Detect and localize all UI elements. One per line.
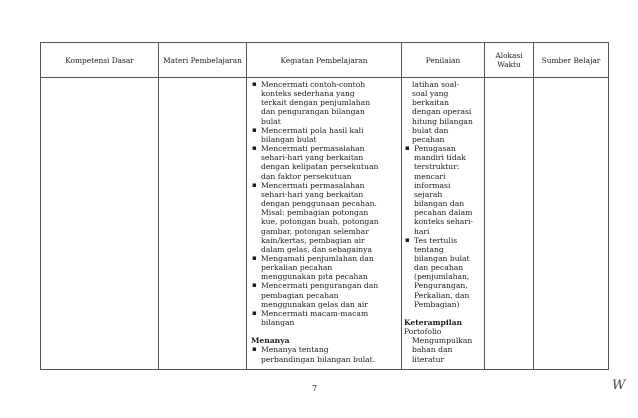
penilaian-line: bulat dan (412, 125, 449, 135)
bullet-line: mandiri tidak (414, 153, 466, 163)
bullet-line: ▪ Mencermati permasalahan (261, 180, 365, 190)
bullet-line: ▪ Mencermati pola hasil kali (261, 125, 364, 135)
penilaian-intro (404, 80, 484, 144)
bullet-line: dalam gelas, dan sebagainya (261, 244, 372, 254)
bullet-line: bulat (261, 116, 281, 126)
bullet-line: tentang (414, 244, 444, 254)
bullet-line: Misal: pembagian potongan (261, 208, 369, 218)
kegiatan-bullet-list (247, 80, 401, 327)
bullet-line: menggunakan pita pecahan (261, 272, 368, 282)
penilaian-line: hitung bilangan (412, 116, 473, 126)
bullet-line: Pengurangan, (414, 281, 468, 291)
penilaian-line: Mengumpulkan (412, 336, 473, 346)
table-header-row (41, 43, 609, 78)
bullet-line: pembagian pecahan (261, 290, 339, 300)
bullet-line: Pembagian) (414, 299, 460, 309)
bullet-line: konteks sehari- (414, 217, 473, 227)
table-row (41, 78, 609, 370)
kegiatan-bullet-item (251, 281, 401, 308)
bullet-line: hari (414, 226, 430, 236)
bullet-line: bilangan bulat (414, 253, 470, 263)
bullet-line: dan pengurangan bilangan (261, 107, 365, 117)
kegiatan-bullet-item (251, 254, 401, 281)
bullet-line: ▪ Mencermati macam-macam (261, 308, 369, 318)
cell-materi-pembelajaran (159, 78, 247, 370)
bullet-line: ▪ Tes tertulis (414, 235, 458, 245)
cell-kompetensi-dasar (41, 78, 159, 370)
kegiatan-section-bullets (247, 345, 401, 363)
penilaian-line: dengan operasi (412, 107, 472, 117)
cell-kegiatan-pembelajaran (247, 78, 402, 370)
penilaian-line: bahan dan (412, 345, 453, 355)
bullet-line: dan faktor persekutuan (261, 171, 352, 181)
penilaian-line: latihan soal- (412, 80, 460, 89)
bullet-line: gambar, potongan selembar (261, 226, 369, 236)
kegiatan-bullet-item (251, 126, 401, 144)
kegiatan-bullet-item (251, 309, 401, 327)
bullet-line: perbandingan bilangan bulat. (261, 354, 376, 364)
kegiatan-bullet-item (251, 181, 401, 254)
bullet-line: bilangan dan (414, 199, 465, 209)
bullet-line: ▪ Mencermati contoh-contoh (261, 80, 366, 89)
bullet-line: kain/kertas, pembagian air (261, 235, 365, 245)
penilaian-line: pecahan (412, 134, 445, 144)
kegiatan-bullet-item (251, 80, 401, 126)
penilaian-line: soal yang (412, 89, 449, 99)
bullet-line: mencari (414, 171, 446, 181)
bullet-line: sehari-hari yang berkaitan (261, 189, 364, 199)
bullet-line: Perkalian, dan (414, 290, 470, 300)
penilaian-section-sub: Portofolio (404, 327, 442, 337)
bullet-line: ▪ Mencermati pengurangan dan (261, 281, 379, 291)
penilaian-section-lines (404, 336, 484, 363)
bullet-line: bilangan (261, 318, 295, 328)
bullet-line: perkalian pecahan (261, 263, 333, 273)
bullet-line: terstruktur: (414, 162, 460, 172)
syllabus-table (40, 42, 609, 370)
penilaian-bullet-item (404, 236, 484, 309)
cell-penilaian (402, 78, 485, 370)
header-sumber-belajar: Sumber Belajar (534, 43, 609, 78)
bullet-line: ▪ Menanya tentang (261, 345, 329, 355)
header-kompetensi-dasar: Kompetensi Dasar (41, 43, 159, 78)
penilaian-section-title: Keterampilan (404, 317, 463, 327)
kegiatan-bullet-item (251, 345, 401, 363)
handwritten-initial: W (612, 378, 626, 393)
bullet-line: menggunakan gelas dan air (261, 299, 368, 309)
penilaian-line: berkaitan (412, 98, 450, 108)
penilaian-bullet-item (404, 144, 484, 236)
bullet-line: ▪ Penugasan (414, 144, 456, 154)
bullet-line: sehari-hari yang berkaitan (261, 153, 364, 163)
cell-alokasi-waktu (485, 78, 534, 370)
bullet-line: kue, potongan buah, potongan (261, 217, 379, 227)
bullet-line: sejarah (414, 189, 443, 199)
header-penilaian: Penilaian (402, 43, 485, 78)
bullet-line: ▪ Mencermati permasalahan (261, 144, 365, 154)
page-number: 7 (312, 384, 318, 393)
bullet-line: informasi (414, 180, 451, 190)
bullet-line: dan pecahan (414, 263, 464, 273)
bullet-line: (penjumlahan, (414, 272, 470, 282)
header-materi-pembelajaran: Materi Pembelajaran (159, 43, 247, 78)
penilaian-sub-lines (414, 172, 484, 236)
bullet-line: bilangan bulat (261, 134, 317, 144)
bullet-line: konteks sederhana yang (261, 89, 355, 99)
header-kegiatan-pembelajaran: Kegiatan Pembelajaran (247, 43, 402, 78)
cell-sumber-belajar (534, 78, 609, 370)
bullet-line: dengan kelipatan persekutuan (261, 162, 379, 172)
bullet-line: ▪ Mengamati penjumlahan dan (261, 253, 374, 263)
penilaian-bullet-list (404, 144, 484, 309)
bullet-line: terkait dengan penjumlahan (261, 98, 371, 108)
bullet-line: dengan penggunaan pecahan. (261, 199, 377, 209)
bullet-line: pecahan dalam (414, 208, 473, 218)
header-alokasi-waktu: Alokasi Waktu (485, 43, 534, 78)
kegiatan-section-title: Menanya (251, 336, 290, 346)
penilaian-line: literatur (412, 354, 445, 364)
kegiatan-bullet-item (251, 144, 401, 181)
